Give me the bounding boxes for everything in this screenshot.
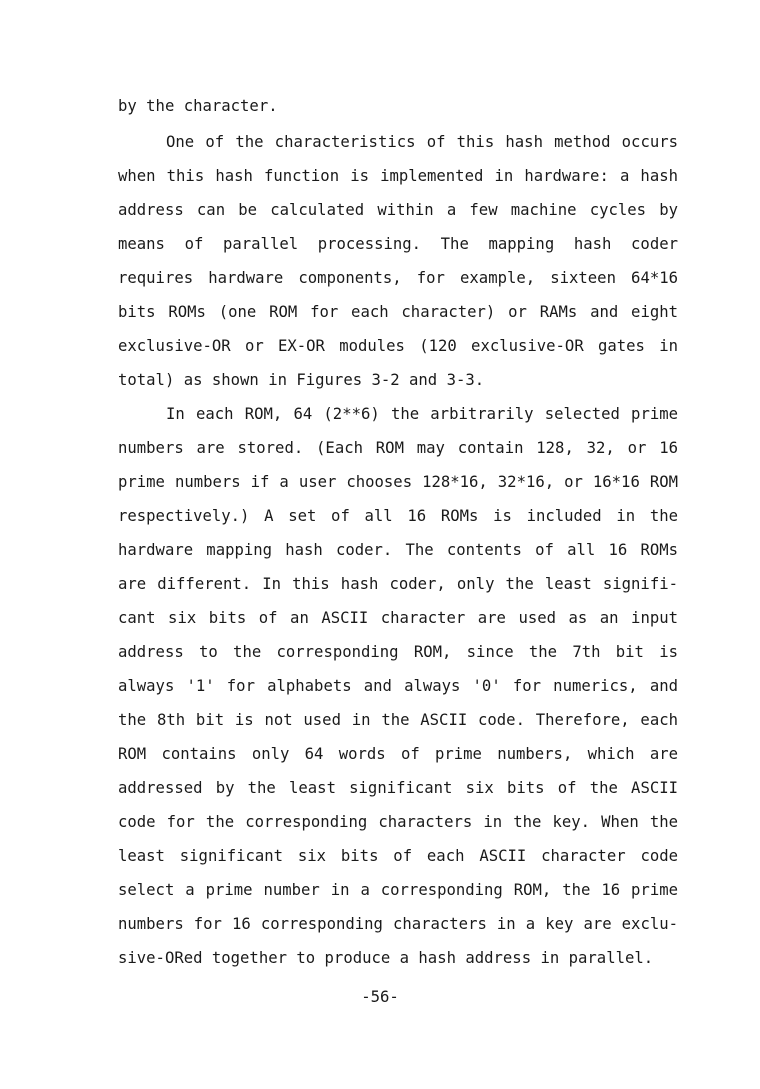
- text-line: total) as shown in Figures 3-2 and 3-3.: [118, 371, 485, 389]
- text-line: cant six bits of an ASCII character are used as an input: [118, 609, 678, 627]
- text-line: when this hash function is implemented in hardware: a hash: [118, 167, 678, 185]
- text-line: address to the corresponding ROM, since the 7th bit is: [118, 643, 678, 661]
- text-line: by the character.: [118, 97, 278, 115]
- text-line: select a prime number in a corresponding ROM, the 16 prime: [118, 881, 678, 899]
- text-line: sive-ORed together to produce a hash address in parallel.: [118, 949, 654, 967]
- text-line: In each ROM, 64 (2**6) the arbitrarily selected prime: [166, 405, 678, 423]
- page-number: -56-: [361, 988, 399, 1006]
- text-line: the 8th bit is not used in the ASCII code. Therefore, each: [118, 711, 678, 729]
- text-line: exclusive-OR or EX-OR modules (120 exclusive-OR gates in: [118, 337, 678, 355]
- text-line: addressed by the least significant six bits of the ASCII: [118, 779, 678, 797]
- text-line: code for the corresponding characters in the key. When the: [118, 813, 678, 831]
- text-line: numbers for 16 corresponding characters in a key are exclu-: [118, 915, 678, 933]
- text-line: address can be calculated within a few machine cycles by: [118, 201, 678, 219]
- text-line: bits ROMs (one ROM for each character) or RAMs and eight: [118, 303, 678, 321]
- text-line: numbers are stored. (Each ROM may contain 128, 32, or 16: [118, 439, 678, 457]
- text-line: prime numbers if a user chooses 128*16, 32*16, or 16*16 ROM: [118, 473, 678, 491]
- text-line: least significant six bits of each ASCII character code: [118, 847, 678, 865]
- text-line: always '1' for alphabets and always '0' for numerics, and: [118, 677, 678, 695]
- text-line: ROM contains only 64 words of prime numbers, which are: [118, 745, 678, 763]
- text-line: hardware mapping hash coder. The contents of all 16 ROMs: [118, 541, 678, 559]
- text-line: One of the characteristics of this hash method occurs: [166, 133, 678, 151]
- text-line: are different. In this hash coder, only the least signifi-: [118, 575, 678, 593]
- text-line: requires hardware components, for example, sixteen 64*16: [118, 269, 678, 287]
- text-line: respectively.) A set of all 16 ROMs is included in the: [118, 507, 678, 525]
- text-line: means of parallel processing. The mapping hash coder: [118, 235, 678, 253]
